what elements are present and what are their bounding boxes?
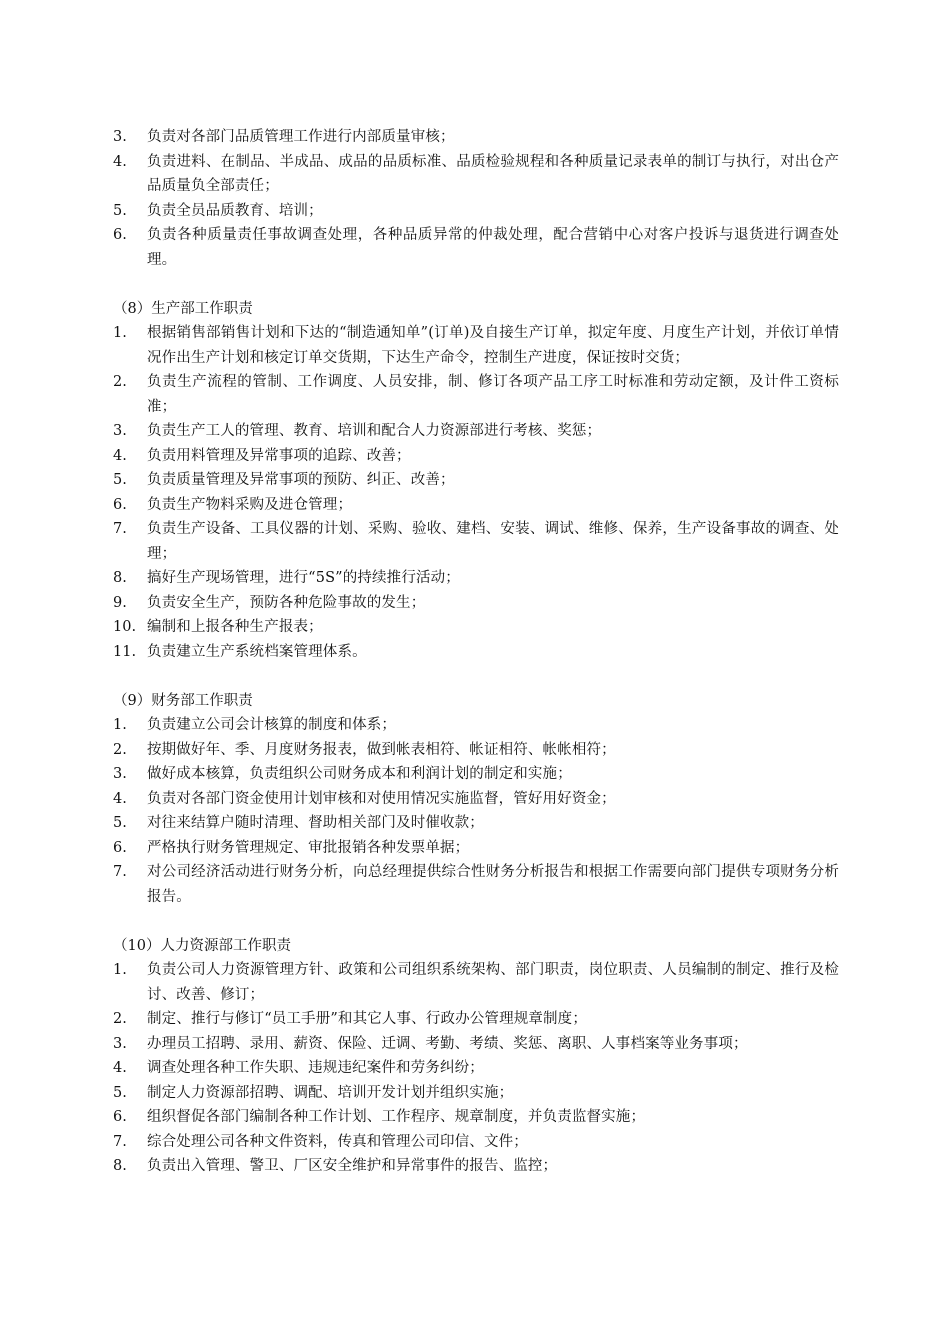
list-item (113, 836, 839, 861)
item-number: 9. (113, 594, 127, 611)
document-body (113, 125, 839, 1179)
item-number: 3. (113, 1035, 127, 1052)
item-number: 7. (113, 1133, 127, 1150)
list-item (113, 199, 839, 224)
section-title-finance: （9）财务部工作职责 (113, 692, 253, 709)
item-text: 组织督促各部门编制各种工作计划、工作程序、规章制度，并负责监督实施； (147, 1109, 646, 1125)
item-text: 负责生产工人的管理、教育、培训和配合人力资源部进行考核、奖惩； (147, 423, 602, 439)
list-item (113, 1081, 839, 1106)
item-text: 严格执行财务管理规定、审批报销各种发票单据； (147, 839, 470, 856)
item-number: 1. (113, 325, 127, 341)
list-item (113, 615, 839, 640)
item-text: 负责生产流程的管制、工作调度、人员安排，制、修订各项产品工序工时标准和劳动定额，及计件工资标准； (147, 374, 839, 415)
item-text: 负责进料、在制品、半成品、成品的品质标准、品质检验规程和各种质量记录表单的制订与执行，对出仓产品质量负全部责任； (147, 153, 839, 194)
item-number: 11. (113, 643, 137, 660)
item-text: 负责安全生产，预防各种危险事故的发生； (147, 594, 426, 611)
item-number: 1. (113, 717, 127, 733)
item-text: 搞好生产现场管理，进行“5S”的持续推行活动； (147, 570, 460, 586)
item-number: 5. (113, 815, 127, 831)
item-text: 负责出入管理、警卫、厂区安全维护和异常事件的报告、监控； (147, 1158, 558, 1174)
item-number: 5. (113, 1084, 127, 1101)
item-text: 对往来结算户随时清理、督助相关部门及时催收款； (147, 815, 484, 831)
item-number: 7. (113, 521, 127, 537)
list-item (113, 1130, 839, 1155)
item-text: 负责对各部门资金使用计划审核和对使用情况实施监督，管好用好资金； (147, 790, 616, 807)
item-text: 综合处理公司各种文件资料，传真和管理公司印信、文件； (147, 1133, 528, 1150)
production-duties-list (113, 321, 839, 664)
item-number: 3. (113, 129, 127, 145)
item-text: 负责质量管理及异常事项的预防、纠正、改善； (147, 472, 455, 488)
list-item (113, 419, 839, 444)
list-item (113, 125, 839, 150)
item-number: 5. (113, 472, 127, 488)
item-text: 负责公司人力资源管理方针、政策和公司组织系统架构、部门职责，岗位职责、人员编制的制定、推行及检讨、改善、修订； (147, 962, 839, 1003)
list-item (113, 1105, 839, 1130)
list-item (113, 860, 839, 909)
list-item (113, 517, 839, 566)
item-text: 对公司经济活动进行财务分析，向总经理提供综合性财务分析报告和根据工作需要向部门提供专项财务分析报告。 (147, 864, 839, 905)
item-number: 6. (113, 227, 127, 243)
item-text: 负责用料管理及异常事项的追踪、改善； (147, 447, 411, 464)
item-number: 8. (113, 1158, 127, 1174)
item-text: 负责建立生产系统档案管理体系。 (147, 643, 367, 660)
list-item (113, 468, 839, 493)
item-text: 负责建立公司会计核算的制度和体系； (147, 717, 397, 733)
finance-duties-list (113, 713, 839, 909)
list-item (113, 1056, 839, 1081)
item-text: 根据销售部销售计划和下达的“制造通知单”(订单)及自接生产订单，拟定年度、月度生产计划，并依订单情况作出生产计划和核定订单交货期，下达生产命令，控制生产进度，保证按时交货； (147, 325, 839, 366)
item-number: 6. (113, 496, 127, 513)
item-number: 2. (113, 374, 127, 390)
item-text: 负责生产物料采购及进仓管理； (147, 496, 353, 513)
list-item (113, 223, 839, 272)
item-number: 4. (113, 447, 127, 464)
item-number: 2. (113, 1011, 127, 1027)
item-number: 8. (113, 570, 127, 586)
list-item (113, 713, 839, 738)
item-number: 1. (113, 962, 127, 978)
list-item (113, 444, 839, 469)
item-number: 2. (113, 741, 127, 758)
list-item (113, 958, 839, 1007)
item-number: 6. (113, 1109, 127, 1125)
list-item (113, 787, 839, 812)
list-item (113, 762, 839, 787)
list-item (113, 738, 839, 763)
list-item (113, 370, 839, 419)
item-text: 制定人力资源部招聘、调配、培训开发计划并组织实施； (147, 1084, 514, 1101)
section-title-production: （8）生产部工作职责 (113, 300, 253, 317)
quality-duties-list (113, 125, 839, 272)
item-number: 4. (113, 153, 127, 170)
item-number: 3. (113, 766, 127, 782)
list-item (113, 321, 839, 370)
item-text: 办理员工招聘、录用、薪资、保险、迁调、考勤、考绩、奖惩、离职、人事档案等业务事项； (147, 1035, 748, 1052)
item-text: 负责生产设备、工具仪器的计划、采购、验收、建档、安装、调试、维修、保养，生产设备事故的调查、处理； (147, 521, 839, 562)
section-title-hr: （10）人力资源部工作职责 (113, 937, 291, 954)
item-text: 编制和上报各种生产报表； (147, 619, 323, 635)
list-item (113, 640, 839, 665)
list-item (113, 591, 839, 616)
item-text: 做好成本核算，负责组织公司财务成本和利润计划的制定和实施； (147, 766, 572, 782)
item-number: 6. (113, 839, 127, 856)
list-item (113, 1154, 839, 1179)
list-item (113, 150, 839, 199)
item-text: 负责各种质量责任事故调查处理，各种品质异常的仲裁处理，配合营销中心对客户投诉与退货进行调查处理。 (147, 227, 839, 268)
list-item (113, 1007, 839, 1032)
item-number: 10. (113, 619, 137, 635)
item-text: 制定、推行与修订“员工手册”和其它人事、行政办公管理规章制度； (147, 1011, 587, 1027)
item-number: 4. (113, 1060, 127, 1076)
item-number: 3. (113, 423, 127, 439)
item-text: 按期做好年、季、月度财务报表，做到帐表相符、帐证相符、帐帐相符； (147, 741, 616, 758)
list-item (113, 1032, 839, 1057)
list-item (113, 811, 839, 836)
item-text: 调查处理各种工作失职、违规违纪案件和劳务纠纷； (147, 1060, 484, 1076)
list-item (113, 566, 839, 591)
item-text: 负责全员品质教育、培训； (147, 202, 323, 219)
item-number: 7. (113, 864, 127, 880)
item-number: 5. (113, 202, 127, 219)
item-text: 负责对各部门品质管理工作进行内部质量审核； (147, 129, 455, 145)
hr-duties-list (113, 958, 839, 1179)
item-number: 4. (113, 790, 127, 807)
list-item (113, 493, 839, 518)
